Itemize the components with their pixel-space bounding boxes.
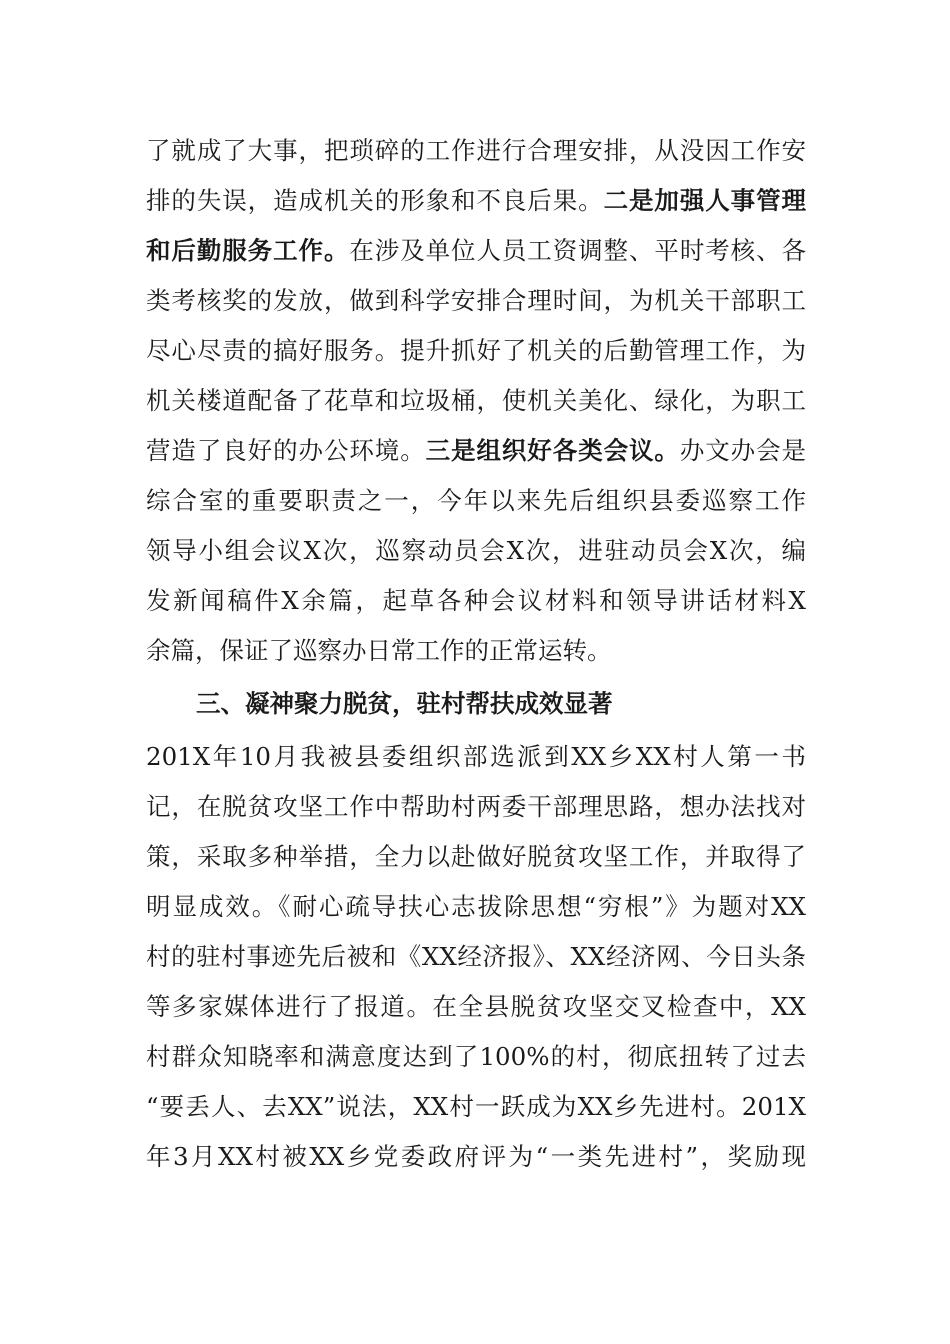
paragraph-line <box>146 136 806 166</box>
paragraph-line <box>146 386 806 416</box>
text-run: 等多家媒体进行了报道。在全县脱贫攻坚交叉检查中，XX <box>146 992 806 1021</box>
text-run: 村的驻村事迹先后被和《XX经济报》、XX经济网、今日头条 <box>146 942 806 971</box>
text-run: 明显成效。《耐心疏导扶心志拔除思想“穷根”》为题对XX <box>146 892 806 921</box>
text-run: 发新闻稿件X余篇，起草各种会议材料和领导讲话材料X <box>146 586 806 615</box>
bold-lead-text: 和后勤服务工作。 <box>146 236 350 265</box>
text-run: “要丢人、去XX”说法，XX村一跃成为XX乡先进村。201X <box>146 1092 806 1121</box>
paragraph-line <box>146 742 806 772</box>
text-run: 营造了良好的办公环境。 <box>146 436 426 465</box>
paragraph-line <box>146 336 806 366</box>
paragraph-line <box>146 992 806 1022</box>
text-run: 机关楼道配备了花草和垃圾桶，使机关美化、绿化，为职工 <box>146 386 806 415</box>
paragraph-line <box>146 486 806 516</box>
paragraph-line <box>146 1142 806 1172</box>
paragraph-line <box>146 236 806 266</box>
text-run: 记，在脱贫攻坚工作中帮助村两委干部理思路，想办法找对 <box>146 792 806 821</box>
paragraph-line <box>146 842 806 872</box>
text-run: 领导小组会议X次，巡察动员会X次，进驻动员会X次，编 <box>146 536 806 565</box>
text-run: 办文办会是 <box>679 436 807 465</box>
text-run: 策，采取多种举措，全力以赴做好脱贫攻坚工作，并取得了 <box>146 842 806 871</box>
text-run: 类考核奖的发放，做到科学安排合理时间，为机关干部职工 <box>146 286 806 315</box>
bold-lead-text: 二是加强人事管理 <box>603 186 807 215</box>
text-run: 排的失误，造成机关的形象和不良后果。 <box>146 186 604 215</box>
section-heading: 三、凝神聚力脱贫，驻村帮扶成效显著 <box>196 689 613 718</box>
text-run: 了就成了大事，把琐碎的工作进行合理安排，从没因工作安 <box>146 136 806 165</box>
text-run: 综合室的重要职责之一，今年以来先后组织县委巡察工作 <box>146 486 806 515</box>
text-run: 年3月XX村被XX乡党委政府评为“一类先进村”，奖励现 <box>146 1142 806 1171</box>
paragraph-line <box>146 536 806 566</box>
text-run: 尽心尽责的搞好服务。提升抓好了机关的后勤管理工作，为 <box>146 336 806 365</box>
paragraph-line <box>146 586 806 616</box>
text-run: 201X年10月我被县委组织部选派到XX乡XX村人第一书 <box>146 742 806 771</box>
text-run: 在涉及单位人员工资调整、平时考核、各 <box>349 236 806 265</box>
paragraph-line <box>146 942 806 972</box>
paragraph-line <box>146 636 806 666</box>
paragraph-line <box>146 186 806 216</box>
paragraph-line <box>146 892 806 922</box>
text-run: 村群众知晓率和满意度达到了100%的村，彻底扭转了过去 <box>146 1042 806 1071</box>
paragraph-line <box>146 436 806 466</box>
paragraph-line <box>146 286 806 316</box>
text-run: 余篇，保证了巡察办日常工作的正常运转。 <box>146 636 612 665</box>
paragraph-line <box>146 1092 806 1122</box>
bold-lead-text: 三是组织好各类会议。 <box>425 436 680 465</box>
paragraph-line <box>146 1042 806 1072</box>
paragraph-line <box>146 792 806 822</box>
